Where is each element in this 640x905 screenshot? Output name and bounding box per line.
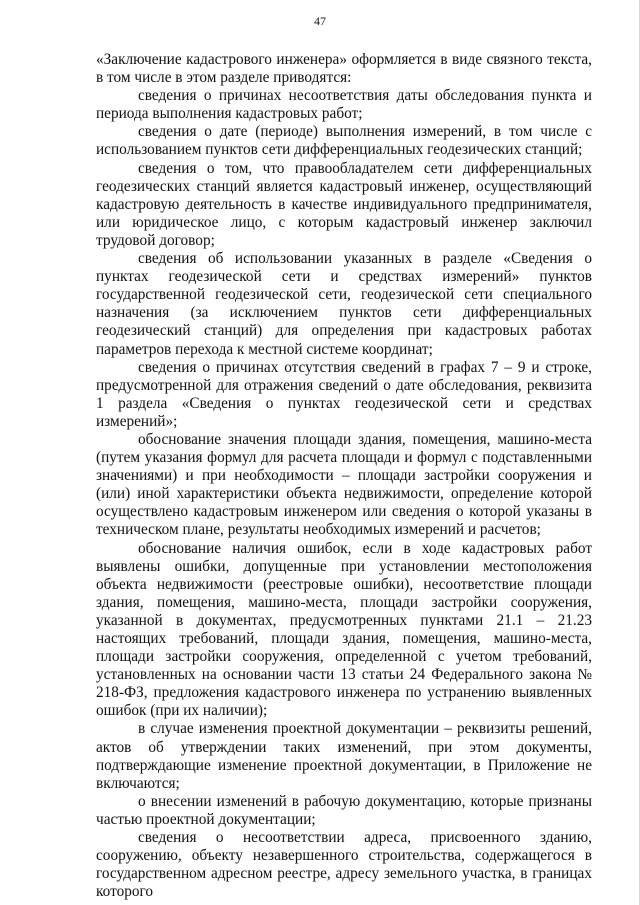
paragraph-item: о внесении изменений в рабочую документацию, которые признаны частью проектной документации; [96, 792, 592, 828]
paragraph-item: обоснование наличия ошибок, если в ходе кадастровых работ выявлены ошибки, допущенные при установлении местоположения объекта недвижимости (реестровые ошибки), несоответствие площади здания, помещения, машино-места, площади застройки сооружения, указанной в документах, предусмотренных пунктами 21.1 – 21.23 настоящих требований, площади здания, помещения, машино-места, площади застройки сооружения, определенной с учетом требований, установленных на основании части 13 статьи 24 Федерального закона № 218-ФЗ, предложения кадастрового инженера по устранению выявленных ошибок (при их наличии); [96, 539, 592, 720]
paragraph-item: сведения о причинах отсутствия сведений в графах 7 – 9 и строке, предусмотренной для отражения сведений о дате обследования, реквизита 1 раздела «Сведения о пунктах геодезической сети и средствах измерений»; [96, 358, 592, 430]
paragraph-item: сведения о причинах несоответствия даты обследования пункта и периода выполнения кадастровых работ; [96, 87, 592, 123]
paragraph-item: сведения о несоответствии адреса, присвоенного зданию, сооружению, объекту незавершенного строительства, содержащегося в государственном адресном реестре, адресу земельного участка, в границах которого [96, 829, 592, 901]
paragraph-item: обоснование значения площади здания, помещения, машино-места (путем указания формул для расчета площади и формул с подставленными значениями) и при необходимости – площади застройки сооружения и (или) иной характеристики объекта недвижимости, определение которой осуществлено кадастровым инженером или сведения о которой указаны в техническом плане, результаты необходимых измерений и расчетов; [96, 430, 592, 539]
paragraph-item: сведения об использовании указанных в разделе «Сведения о пунктах геодезической сети и средствах измерений» пунктов государственной геодезической сети, геодезической сети специального назначения (за исключением пунктов сети дифференциальных геодезический станций) для определения при кадастровых работах параметров перехода к местной системе координат; [96, 250, 592, 358]
paragraph-item: в случае изменения проектной документации – реквизиты решений, актов об утверждении таких изменений, при этом документы, подтверждающие изменение проектной документации, в Приложение не включаются; [96, 720, 592, 792]
document-body [96, 51, 592, 901]
paragraph-item: сведения о том, что правообладателем сети дифференциальных геодезических станций является кадастровый инженер, осуществляющий кадастровую деятельность в качестве индивидуального предпринимателя, или юридическое лицо, с которым кадастровый инженер заключил трудовой договор; [96, 159, 592, 249]
page-number: 47 [314, 14, 326, 28]
paragraph-item: сведения о дате (периоде) выполнения измерений, в том числе с использованием пунктов сети дифференциальных геодезических станций; [96, 123, 592, 159]
paragraph-intro: «Заключение кадастрового инженера» оформляется в виде связного текста, в том числе в этом разделе приводятся: [96, 51, 592, 87]
